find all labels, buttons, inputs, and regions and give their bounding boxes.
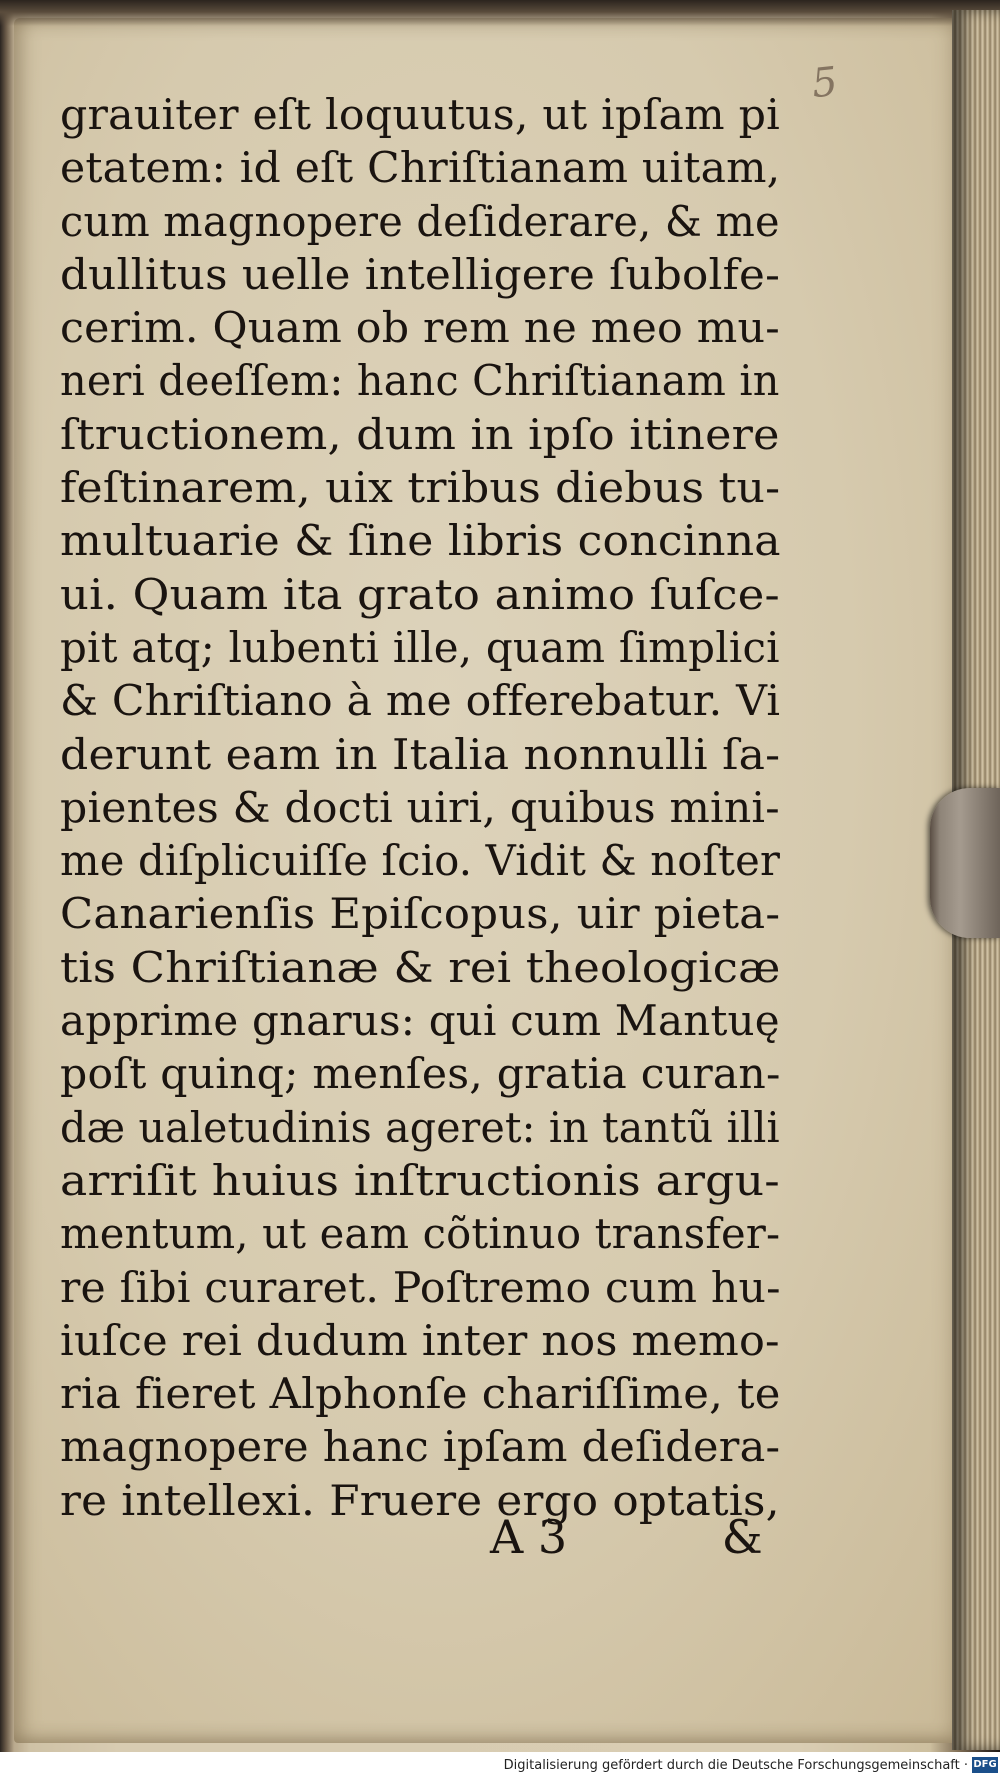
dfg-logo: DFG (972, 1757, 998, 1773)
text-line: apprime gnarus: qui cum Mantuę (60, 996, 780, 1046)
text-line: iuſce rei dudum inter nos memo- (60, 1315, 780, 1365)
text-line: neri deeſſem: hanc Chriſtianam in (60, 356, 780, 406)
text-line: ria fieret Alphonſe chariſſime, te (60, 1369, 781, 1419)
text-line: mentum, ut eam cõtinuo transfer- (60, 1209, 781, 1259)
text-line: re intellexi. Fruere ergo optatis, (60, 1475, 780, 1525)
text-line: dæ ualetudinis ageret: in tantũ illi (60, 1102, 780, 1152)
text-line: me diſplicuiſſe ſcio. Vidit & noſter (60, 836, 781, 886)
text-line: feſtinarem, uix tribus diebus tu- (60, 463, 781, 513)
text-line: tis Chriſtianæ & rei theologicæ (60, 942, 781, 992)
text-line: etatem: id eſt Chriſtianam uitam, (60, 143, 781, 193)
text-line: cerim. Quam ob rem ne meo mu- (60, 303, 780, 353)
text-line: derunt eam in Italia nonnulli ſa- (60, 729, 781, 779)
text-line: poſt quinq; menſes, gratia curan- (60, 1049, 781, 1099)
text-line: multuarie & ſine libris concinna (60, 516, 781, 566)
text-line: grauiter eſt loquutus, ut ipſam pi (60, 90, 780, 139)
footer-credit: Digitalisierung gefördert durch die Deutsche Forschungsgemeinschaft · (503, 1758, 968, 1773)
text-line: re ſibi curaret. Poſtremo cum hu- (60, 1262, 781, 1312)
text-line: magnopere hanc ipſam deſidera- (60, 1422, 781, 1472)
catchword: & (721, 1510, 763, 1564)
text-line: pientes & docti uiri, quibus mini- (60, 782, 780, 832)
text-line: Canarienſis Epiſcopus, uir pieta- (60, 889, 781, 939)
text-line: dullitus uelle intelligere ſubolfe- (60, 249, 781, 299)
text-line: ſtructionem, dum in ipſo itinere (60, 409, 780, 459)
text-line: pit atq; lubenti ille, quam ſimplici (60, 622, 780, 672)
book-clasp (930, 788, 1000, 938)
text-line: cum magnopere deſiderare, & me (60, 196, 780, 246)
signature-line (490, 1510, 763, 1564)
page-number: 5 (809, 58, 840, 108)
page-top-edge (0, 0, 1000, 26)
text-line: ui. Quam ita grato animo ſuſce- (60, 569, 780, 619)
text-block (60, 88, 780, 1527)
footer-bar (0, 1752, 1000, 1780)
text-line: & Chriſtiano à me offerebatur. Vi (60, 676, 781, 726)
text-line: arriſit huius inſtructionis argu- (60, 1155, 780, 1205)
signature-mark: A 3 (490, 1510, 568, 1564)
